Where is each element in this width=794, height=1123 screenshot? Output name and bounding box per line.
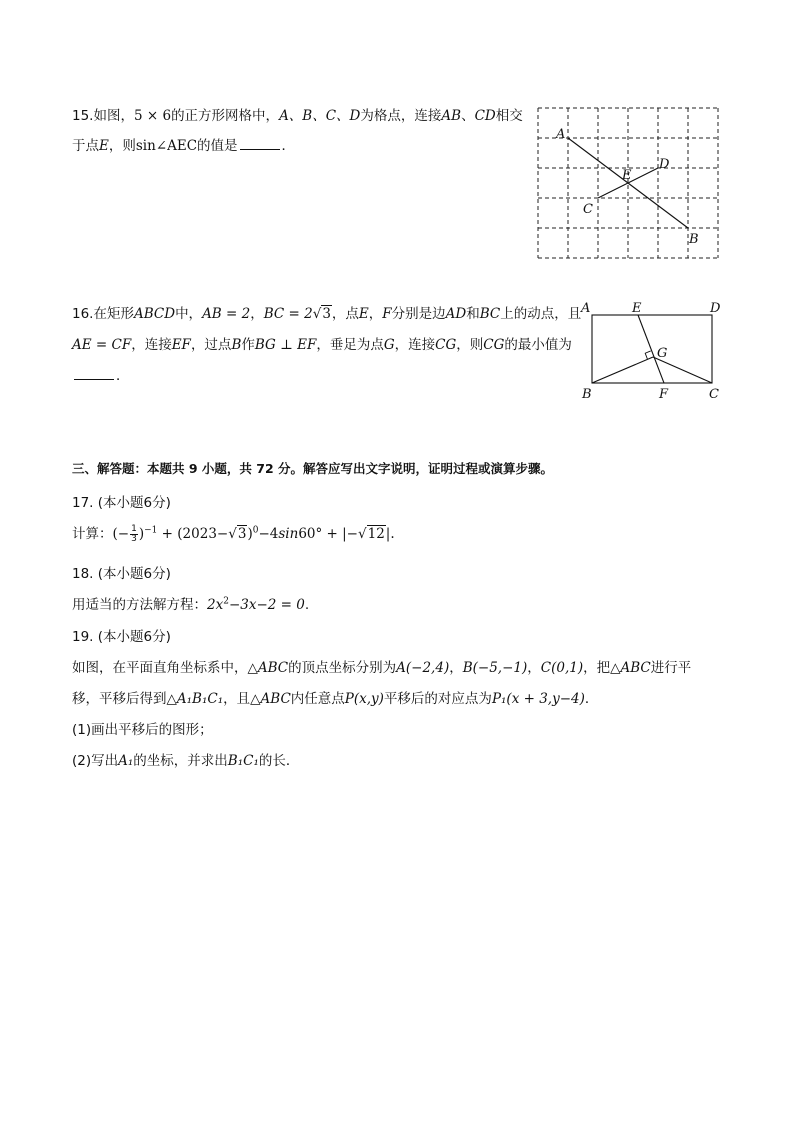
q17-header: 17. (本小题6分) bbox=[72, 495, 171, 511]
q17-mid3: 60° + |− bbox=[298, 526, 358, 542]
q15-seg-cd: CD bbox=[474, 108, 496, 124]
q18-equation bbox=[72, 593, 309, 613]
q19-abc: ABC bbox=[620, 660, 651, 676]
q16-bc-lhs: BC = 2 bbox=[263, 306, 313, 322]
q16-text: 的最小值为 bbox=[504, 337, 572, 353]
q16-line2 bbox=[72, 333, 572, 353]
q17-radicand2: 12 bbox=[367, 526, 385, 542]
q18-eq-a: 2x bbox=[207, 597, 224, 613]
section-heading: 三、解答题：本题共 9 小题，共 72 分。解答应写出文字说明，证明过程或演算步骤。 bbox=[72, 461, 554, 476]
label-c: C bbox=[583, 202, 593, 217]
q16-text: ，点 bbox=[331, 306, 359, 322]
q16-text: 分别是边 bbox=[391, 306, 446, 322]
q16-line1 bbox=[72, 302, 581, 322]
q19-part2 bbox=[72, 749, 299, 769]
q16-cg2: CG bbox=[483, 337, 505, 353]
q17-mid2: −4 bbox=[258, 526, 279, 542]
q19-text: 平移后的对应点为 bbox=[383, 691, 492, 707]
fraction bbox=[130, 525, 138, 544]
q16-pe: E bbox=[358, 306, 369, 322]
q19-a1b1c1: A₁B₁C₁ bbox=[176, 691, 224, 707]
q19-line2 bbox=[72, 687, 598, 707]
q15-seg-ab: AB bbox=[441, 108, 462, 124]
segment-bg bbox=[592, 357, 653, 383]
q16-text: 和 bbox=[466, 306, 480, 322]
q16-pg: G bbox=[383, 337, 395, 353]
q19-text: (2)写出 bbox=[72, 753, 119, 769]
label-b: B bbox=[689, 232, 699, 247]
label-a: A bbox=[556, 127, 566, 142]
q16-text: ，连接 bbox=[131, 337, 172, 353]
q19-comma: ， bbox=[449, 660, 463, 676]
q15-grid-expr: 5 × 6 bbox=[133, 108, 172, 124]
q18-header: 18. (本小题6分) bbox=[72, 566, 171, 582]
q17-close: ) bbox=[138, 526, 145, 542]
label-b: B bbox=[582, 387, 592, 402]
q17-expression bbox=[72, 522, 395, 544]
answer-blank[interactable] bbox=[74, 367, 114, 380]
q18-eq-exp: 2 bbox=[223, 596, 229, 607]
q16-cg: CG bbox=[435, 337, 457, 353]
fraction-numerator: 1 bbox=[131, 523, 137, 534]
q16-pb: B bbox=[231, 337, 242, 353]
q18-prefix: 用适当的方法解方程： bbox=[72, 597, 207, 613]
q19-text: 的坐标，并求出 bbox=[133, 753, 228, 769]
q19-abc: ABC bbox=[260, 691, 291, 707]
label-f: F bbox=[659, 387, 669, 402]
sqrt-sign: √ bbox=[228, 526, 237, 542]
q16-text: 上的动点，且 bbox=[500, 306, 582, 322]
q19-text: 的长． bbox=[258, 753, 300, 769]
q15-number: 15. bbox=[72, 108, 94, 124]
q16-bg-perp: BG ⊥ EF bbox=[254, 337, 317, 353]
q16-sqrt-sign: √ bbox=[312, 306, 322, 322]
q16-text: 在矩形 bbox=[93, 306, 134, 322]
q17-close2: ) bbox=[247, 526, 253, 542]
q15-text: 的正方形网格中， bbox=[171, 108, 280, 124]
q16-rect: ABCD bbox=[133, 306, 176, 322]
q16-bc-radicand: 3 bbox=[322, 306, 331, 322]
q19-a1: A₁ bbox=[118, 753, 134, 769]
q19-pc: C(0,1) bbox=[540, 660, 584, 676]
q16-ab-eq: AB = 2 bbox=[202, 306, 251, 322]
q16-comma: ， bbox=[250, 306, 264, 322]
q15-sep: 、 bbox=[461, 108, 475, 124]
q17-radicand1: 3 bbox=[237, 526, 247, 542]
q19-text: ，且△ bbox=[223, 691, 261, 707]
q16-rect-figure bbox=[575, 295, 735, 405]
q17-exp1: −1 bbox=[144, 525, 158, 536]
q19-text: 的顶点坐标分别为 bbox=[288, 660, 397, 676]
q15-line1 bbox=[72, 104, 523, 124]
sqrt-sign: √ bbox=[358, 526, 367, 542]
q19-abc: ABC bbox=[257, 660, 289, 676]
q15-text: 如图， bbox=[93, 108, 134, 124]
q19-text: 内任意点 bbox=[290, 691, 345, 707]
q18-eq-b: −3x−2 = 0 bbox=[228, 597, 305, 613]
q19-comma: ， bbox=[527, 660, 541, 676]
q16-ae-cf: AE = CF bbox=[72, 337, 132, 353]
q16-line3 bbox=[72, 364, 130, 384]
q17-exp2: 0 bbox=[252, 525, 259, 536]
q16-period: ． bbox=[116, 368, 130, 384]
q15-point-e: E bbox=[99, 138, 109, 154]
q15-text: ，则 bbox=[108, 138, 136, 154]
q15-points: A、B、C、D bbox=[279, 108, 361, 124]
q19-part1: (1)画出平移后的图形； bbox=[72, 722, 213, 738]
q15-period: ． bbox=[281, 138, 296, 154]
q16-text: ，过点 bbox=[190, 337, 232, 353]
q17-mid1: + (2023− bbox=[157, 526, 229, 542]
q17-sin: sin bbox=[278, 526, 299, 542]
q16-text: ，连接 bbox=[394, 337, 436, 353]
label-a: A bbox=[581, 301, 591, 316]
q19-b1c1: B₁C₁ bbox=[227, 753, 259, 769]
q19-line1 bbox=[72, 656, 691, 676]
label-d: D bbox=[659, 157, 670, 172]
q16-text: ， bbox=[368, 306, 383, 322]
rect-abcd bbox=[592, 315, 712, 383]
q19-p1: P₁(x + 3,y−4) bbox=[491, 691, 585, 707]
q19-text: 移，平移后得到△ bbox=[72, 691, 177, 707]
q17-prefix: 计算： bbox=[72, 526, 113, 542]
q19-text: 进行平 bbox=[650, 660, 692, 676]
q16-text: ，垂足为点 bbox=[316, 337, 384, 353]
q18-end: . bbox=[304, 597, 310, 613]
q19-end: ． bbox=[584, 691, 599, 707]
q15-text: 为格点，连接 bbox=[360, 108, 442, 124]
q16-pf: F bbox=[382, 306, 392, 322]
answer-blank[interactable] bbox=[240, 137, 280, 150]
q19-pa: A(−2,4) bbox=[396, 660, 450, 676]
label-e: E bbox=[632, 301, 642, 316]
q16-bc: BC bbox=[479, 306, 501, 322]
q17-open: (− bbox=[112, 526, 130, 542]
q16-text: 中， bbox=[175, 306, 203, 322]
q15-text: 相交 bbox=[495, 108, 523, 124]
q19-text: 如图，在平面直角坐标系中，△ bbox=[72, 660, 258, 676]
q16-number: 16. bbox=[72, 306, 94, 322]
q15-grid-figure bbox=[530, 100, 730, 265]
q15-text: 于点 bbox=[72, 138, 99, 154]
q19-text: ，把△ bbox=[583, 660, 621, 676]
q17-end: |. bbox=[385, 526, 395, 542]
q16-ef: EF bbox=[171, 337, 191, 353]
q15-sin-expr: sin∠AEC bbox=[135, 138, 198, 154]
q15-line2 bbox=[72, 134, 295, 154]
q15-text: 的值是 bbox=[197, 138, 238, 154]
label-c: C bbox=[709, 387, 719, 402]
label-d: D bbox=[710, 301, 721, 316]
fraction-denominator: 3 bbox=[131, 533, 137, 544]
label-e: E bbox=[622, 168, 632, 183]
q19-header: 19. (本小题6分) bbox=[72, 629, 171, 645]
q19-pb: B(−5,−1) bbox=[462, 660, 528, 676]
q16-text: ，则 bbox=[456, 337, 484, 353]
label-g: G bbox=[657, 346, 668, 361]
q16-ad: AD bbox=[445, 306, 467, 322]
q19-pxy: P(x,y) bbox=[344, 691, 384, 707]
q16-text: 作 bbox=[241, 337, 255, 353]
